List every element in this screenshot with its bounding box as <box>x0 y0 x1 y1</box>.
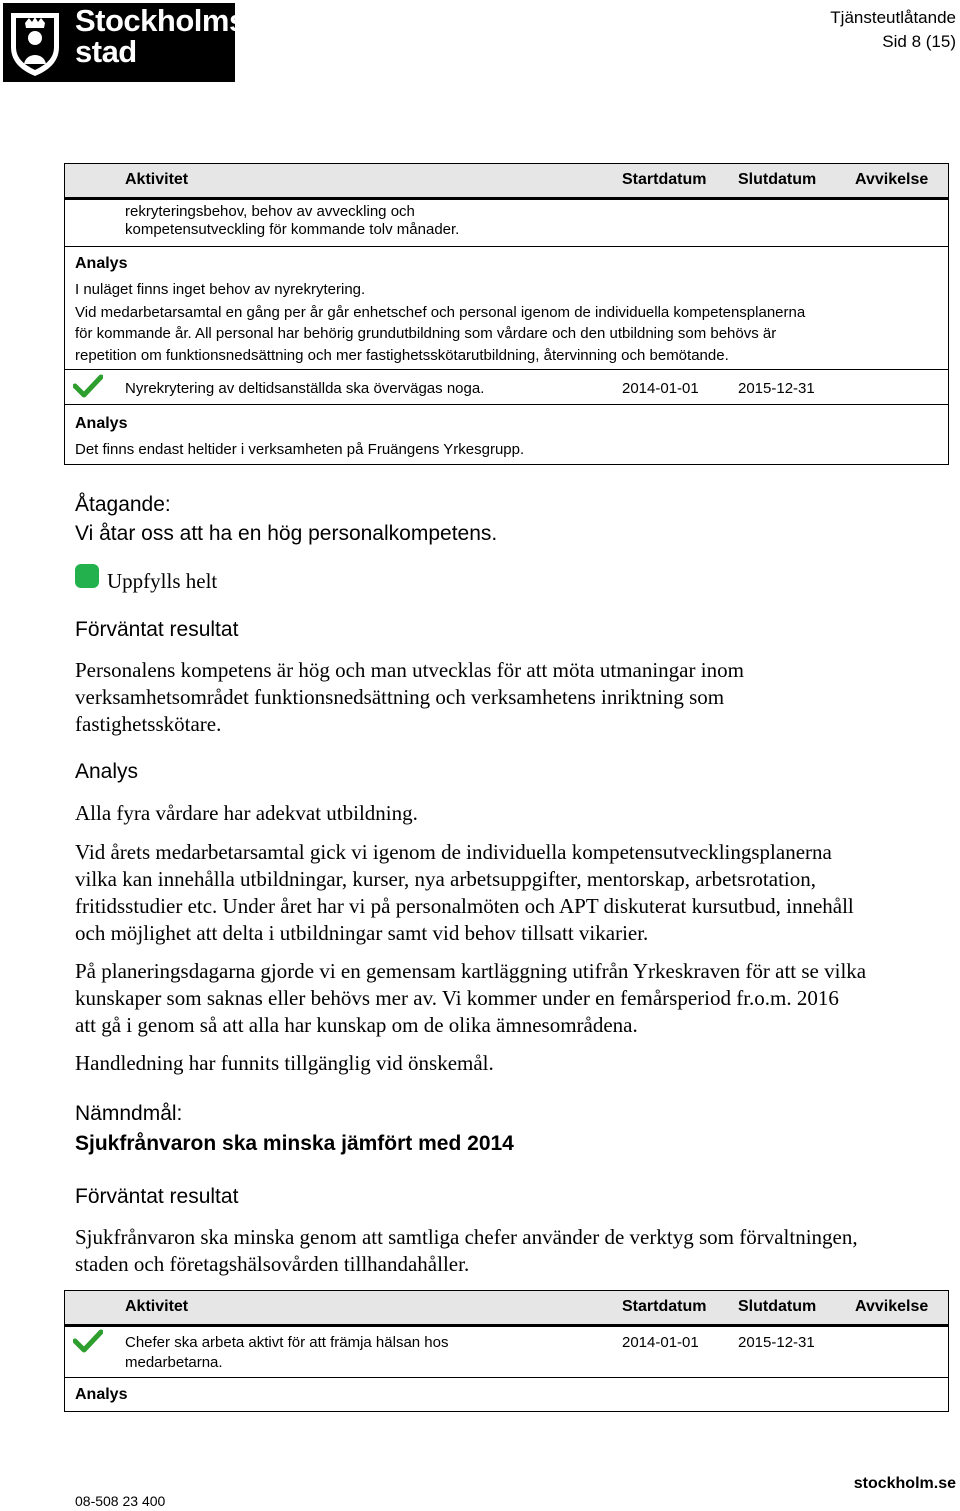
logo-text-line2: stad <box>75 34 137 69</box>
analys-heading: Analys <box>75 760 139 783</box>
col-deviation: Avvikelse <box>855 171 929 188</box>
footer-website: stockholm.se <box>853 1475 956 1492</box>
status-indicator-icon <box>75 564 99 588</box>
row-divider <box>65 369 948 370</box>
activity-table-2 <box>64 1290 949 1412</box>
row-divider <box>65 246 948 247</box>
footer-phone: 08-508 23 400 <box>75 1493 166 1509</box>
paragraph-line: kunskaper som saknas eller behövs mer av. Vi kommer under en femårsperiod fr.o.m. 2016 <box>75 986 839 1010</box>
row-divider <box>65 404 948 405</box>
paragraph-line: att gå i genom så att alla har kunskap om de olika ämnesområdena. <box>75 1013 638 1037</box>
row-divider <box>65 1377 948 1378</box>
start-date: 2014-01-01 <box>622 1334 699 1351</box>
analys-text-l4: repetition om funktionsnedsättning och mer fastighetsskötarutbildning, återvinning och bemötande. <box>75 347 729 364</box>
col-end-date: Slutdatum <box>738 1298 817 1315</box>
commitment-label: Åtagande: <box>75 493 171 516</box>
activity-text-l2: medarbetarna. <box>125 1354 223 1371</box>
expected-line: fastighetsskötare. <box>75 712 222 736</box>
commitment-text: Vi åtar oss att ha en hög personalkompetens. <box>75 522 498 545</box>
analys-paragraph-4: Handledning har funnits tillgänglig vid önskemål. <box>75 1051 494 1075</box>
expected-line: staden och företagshälsovården tillhandahåller. <box>75 1252 470 1276</box>
analys-label: Analys <box>75 415 128 432</box>
analys-text: Det finns endast heltider i verksamheten på Fruängens Yrkesgrupp. <box>75 441 525 458</box>
expected-line: Sjukfrånvaron ska minska genom att samtliga chefer använder de verktyg som förvaltningen, <box>75 1225 858 1249</box>
goal-title: Sjukfrånvaron ska minska jämfört med 2014 <box>75 1132 514 1155</box>
paragraph-line: och möjlighet att delta i utbildningar samt vid behov tillsatt vikarier. <box>75 921 649 945</box>
end-date: 2015-12-31 <box>738 380 815 397</box>
analys-label: Analys <box>75 255 128 272</box>
activity-text-l2: kompetensutveckling för kommande tolv månader. <box>125 221 460 238</box>
expected-result-heading: Förväntat resultat <box>75 618 239 641</box>
goal-expected-heading: Förväntat resultat <box>75 1185 239 1208</box>
col-activity: Aktivitet <box>125 171 189 188</box>
col-activity: Aktivitet <box>125 1298 189 1315</box>
status-text: Uppfylls helt <box>107 569 218 593</box>
expected-line: verksamhetsområdet funktionsnedsättning och verksamhetens inriktning som <box>75 685 725 709</box>
document-type: Tjänsteutlåtande <box>830 8 956 27</box>
logo-text-line1: Stockholms <box>75 3 246 38</box>
analys-text-l2: Vid medarbetarsamtal en gång per år går enhetschef och personal igenom de individuella kompetensplanerna <box>75 304 806 321</box>
page-number: Sid 8 (15) <box>882 32 956 51</box>
activity-text-l1: Chefer ska arbeta aktivt för att främja hälsan hos <box>125 1334 449 1351</box>
paragraph-line: fritidsstudier etc. Under året har vi på personalmöten och APT diskuterat kursutbud, innehåll <box>75 894 854 918</box>
goal-label: Nämndmål: <box>75 1102 183 1125</box>
goal-expected-text <box>75 1224 955 1278</box>
paragraph-line: Vid årets medarbetarsamtal gick vi igenom de individuella kompetensutvecklingsplanerna <box>75 840 832 864</box>
paragraph-line: På planeringsdagarna gjorde vi en gemensam kartläggning utifrån Yrkeskraven för att se vilka <box>75 959 867 983</box>
table-header <box>65 1291 948 1327</box>
activity-text: Nyrekrytering av deltidsanställda ska övervägas noga. <box>125 380 485 397</box>
col-start-date: Startdatum <box>622 1298 707 1315</box>
checkmark-icon <box>73 1329 103 1353</box>
col-start-date: Startdatum <box>622 171 707 188</box>
col-end-date: Slutdatum <box>738 171 817 188</box>
analys-paragraph-2 <box>75 839 955 947</box>
activity-table-1 <box>64 163 949 465</box>
expected-result-text <box>75 657 955 738</box>
analys-paragraph-1: Alla fyra vårdare har adekvat utbildning. <box>75 801 418 825</box>
expected-line: Personalens kompetens är hög och man utvecklas för att möta utmaningar inom <box>75 658 744 682</box>
paragraph-line: vilka kan innehålla utbildningar, kurser, nya arbetsuppgifter, mentorskap, arbetsrotation, <box>75 867 817 891</box>
col-deviation: Avvikelse <box>855 1298 929 1315</box>
activity-text-l1: rekryteringsbehov, behov av avveckling och <box>125 203 415 220</box>
crest-icon <box>7 7 63 78</box>
end-date: 2015-12-31 <box>738 1334 815 1351</box>
start-date: 2014-01-01 <box>622 380 699 397</box>
analys-text-l3: för kommande år. All personal har behörig grundutbildning som vårdare och den utbildning som behövs är <box>75 325 777 342</box>
analys-text-l1: I nuläget finns inget behov av nyrekrytering. <box>75 281 366 298</box>
stockholms-stad-logo <box>3 3 246 82</box>
analys-label: Analys <box>75 1386 128 1403</box>
checkmark-icon <box>73 374 103 398</box>
table-header <box>65 164 948 200</box>
analys-paragraph-3 <box>75 958 955 1039</box>
